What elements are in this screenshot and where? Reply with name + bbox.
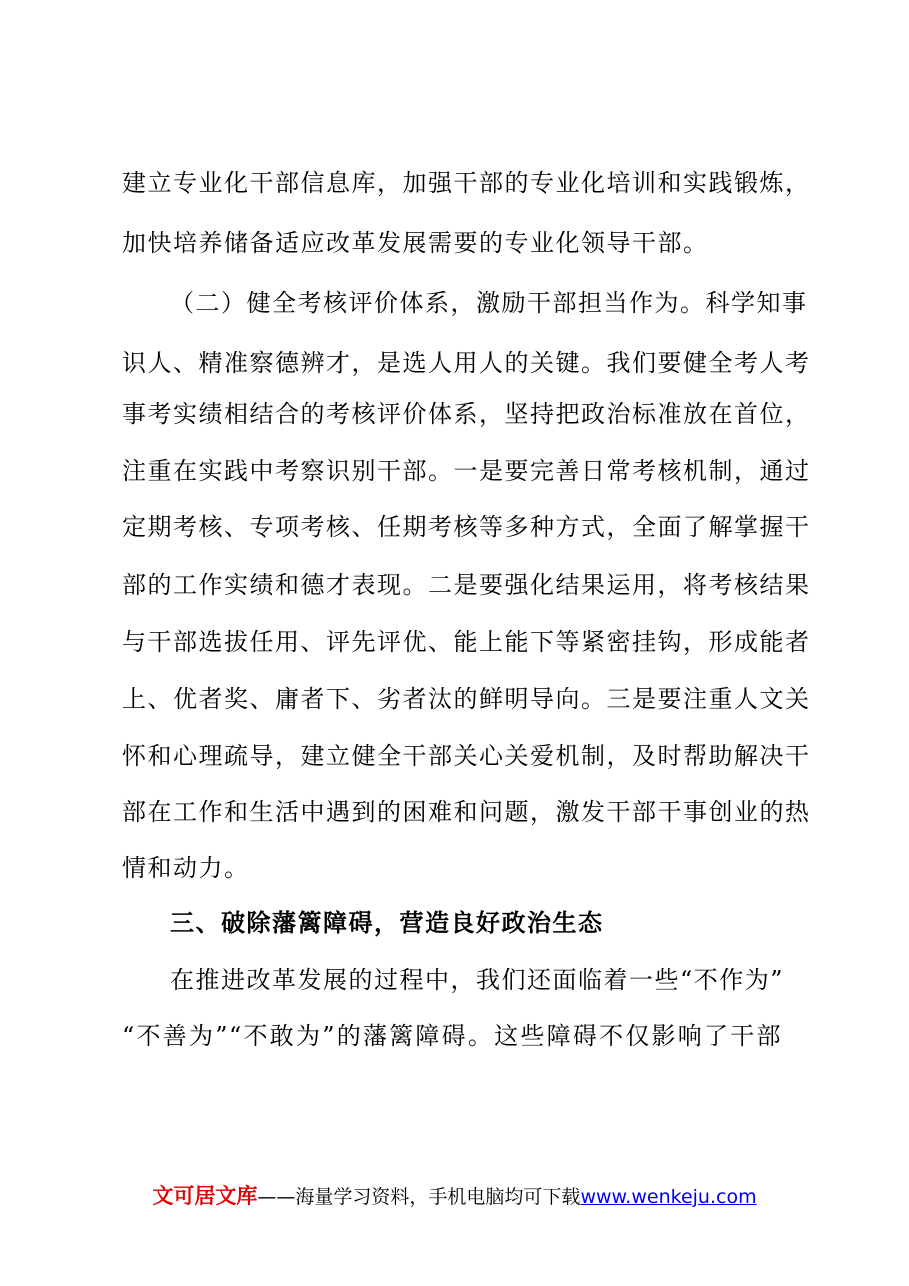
- footer-slogan: ——海量学习资料，手机电脑均可下载: [257, 1186, 581, 1208]
- body-line-4: 识人、精准察德辨才，是选人用人的关键。我们要健全考人考: [122, 349, 811, 377]
- body-line-2: 加快培养储备适应改革发展需要的专业化领导干部。: [122, 229, 709, 257]
- body-line-5: 事考实绩相结合的考核评价体系，坚持把政治标准放在首位，: [122, 400, 811, 428]
- footer-url-link[interactable]: www.wenkeju.com: [580, 1186, 757, 1208]
- body-line-13: 情和动力。: [122, 854, 250, 882]
- section-heading: 三、破除藩篱障碍，营造良好政治生态: [170, 908, 604, 937]
- body-line-1: 建立专业化干部信息库，加强干部的专业化培训和实践锻炼，: [122, 169, 811, 197]
- body-line-12: 部在工作和生活中遇到的困难和问题，激发干部干事创业的热: [122, 798, 811, 826]
- body-line-15: 在推进改革发展的过程中，我们还面临着一些“不作为”: [170, 966, 785, 994]
- body-line-16: “不善为”“不敢为”的藩篱障碍。这些障碍不仅影响了干部: [122, 1022, 782, 1050]
- body-line-10: 上、优者奖、庸者下、劣者汰的鲜明导向。三是要注重人文关: [122, 685, 811, 713]
- footer-brand: 文可居文库: [152, 1184, 258, 1208]
- body-line-9: 与干部选拔任用、评先评优、能上能下等紧密挂钩，形成能者: [122, 628, 811, 656]
- body-line-7: 定期考核、专项考核、任期考核等多种方式，全面了解掌握干: [122, 513, 811, 541]
- body-line-3: （二）健全考核评价体系，激励干部担当作为。科学知事: [170, 289, 808, 317]
- body-line-11: 怀和心理疏导，建立健全干部关心关爱机制，及时帮助解决干: [122, 742, 811, 770]
- footer-banner: [0, 1183, 909, 1210]
- body-line-6: 注重在实践中考察识别干部。一是要完善日常考核机制，通过: [122, 457, 811, 485]
- body-line-8: 部的工作实绩和德才表现。二是要强化结果运用，将考核结果: [122, 571, 811, 599]
